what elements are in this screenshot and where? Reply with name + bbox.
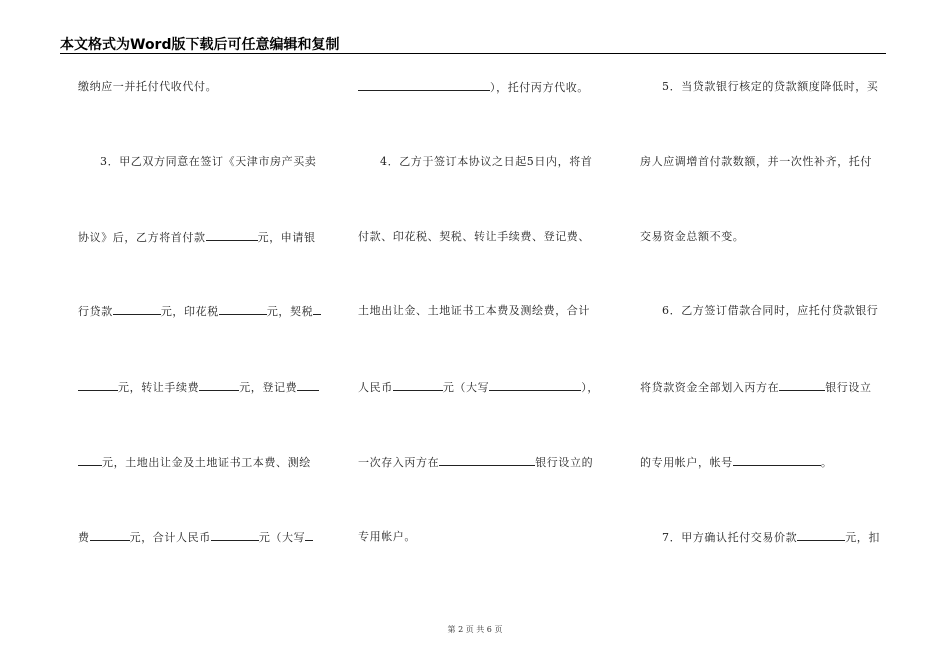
blank-underline [393,380,443,391]
text-segment: 土地出让金、土地证书工本费及测绘费，合计 [358,304,590,317]
text-line [358,80,618,95]
text-line [358,455,618,470]
page-number: 第 2 页 共 6 页 [447,625,503,634]
text-line [78,380,338,395]
text-segment: 行贷款 [78,305,113,318]
blank-underline [90,530,130,541]
text-segment: 元，扣 [845,531,881,544]
text-segment: 元，印花税 [160,305,219,318]
text-segment: 的专用帐户，帐号 [640,456,733,469]
text-segment: 元，登记费 [239,381,298,394]
text-line [78,304,338,319]
blank-underline [305,530,313,541]
text-segment: 一次存入丙方在 [358,456,440,469]
text-line [78,230,338,245]
blank-underline [78,380,118,391]
text-segment: 元，契税 [266,305,314,318]
blank-underline [78,455,102,466]
text-segment: ）， [581,381,599,394]
text-segment: 专用帐户。 [358,530,416,543]
text-line [640,230,900,244]
blank-underline [779,380,825,391]
text-line [78,80,338,94]
text-segment: 银行设立的 [535,456,594,469]
text-segment: 费 [78,531,90,544]
text-segment: 7．甲方确认托付交易价款 [662,531,798,544]
blank-underline [489,380,581,391]
text-line [78,530,338,545]
text-segment: 将贷款资金全部划入丙方在 [640,381,780,394]
blank-underline [358,80,490,91]
text-line [358,380,618,395]
blank-underline [439,455,535,466]
page-header [60,32,886,54]
text-segment: 付款、印花税、契税、转让手续费、登记费、 [358,230,590,243]
blank-underline [297,380,319,391]
text-segment: 协议》后，乙方将首付款 [78,231,206,244]
blank-underline [733,455,821,466]
text-segment: 3．甲乙双方同意在签订《天津市房产买卖 [100,155,317,168]
blank-underline [313,304,321,315]
text-line [358,304,618,318]
text-segment: 交易资金总额不变。 [640,230,745,243]
text-segment: 元，合计人民币 [129,531,211,544]
text-segment: 元（大写 [442,381,490,394]
text-segment: 4．乙方于签订本协议之日起5日内，将首 [380,155,593,168]
blank-underline [797,530,845,541]
text-line [640,155,900,169]
blank-underline [199,380,239,391]
text-segment: 银行设立 [825,381,872,394]
text-segment: 5．当贷款银行核定的贷款额度降低时，买 [662,80,879,93]
text-line [358,530,618,544]
text-segment: 元，转让手续费 [118,381,200,394]
text-line [640,380,900,395]
text-line [358,155,640,169]
blank-underline [113,304,161,315]
text-segment: 元，土地出让金及土地证书工本费、测绘 [102,456,311,469]
text-segment: 元，申请银 [257,231,316,244]
text-line [640,304,922,318]
text-segment: 房人应调增首付款数额，并一次性补齐，托付 [640,155,872,168]
text-segment: 元（大写 [258,531,306,544]
text-line [640,80,922,94]
text-line [640,455,900,470]
header-title: 本文格式为Word版下载后可任意编辑和复制 [60,37,340,53]
text-line [78,155,360,169]
blank-underline [206,230,258,241]
text-line [78,455,338,470]
text-segment: 。 [820,456,833,469]
text-segment: 缴纳应一并托付代收代付。 [78,80,218,93]
blank-underline [211,530,259,541]
text-line [640,530,922,545]
text-line [358,230,618,244]
blank-underline [219,304,267,315]
text-segment: ），托付丙方代收。 [490,81,589,94]
text-segment: 人民币 [358,381,393,394]
text-segment: 6．乙方签订借款合同时，应托付贷款银行 [662,304,879,317]
